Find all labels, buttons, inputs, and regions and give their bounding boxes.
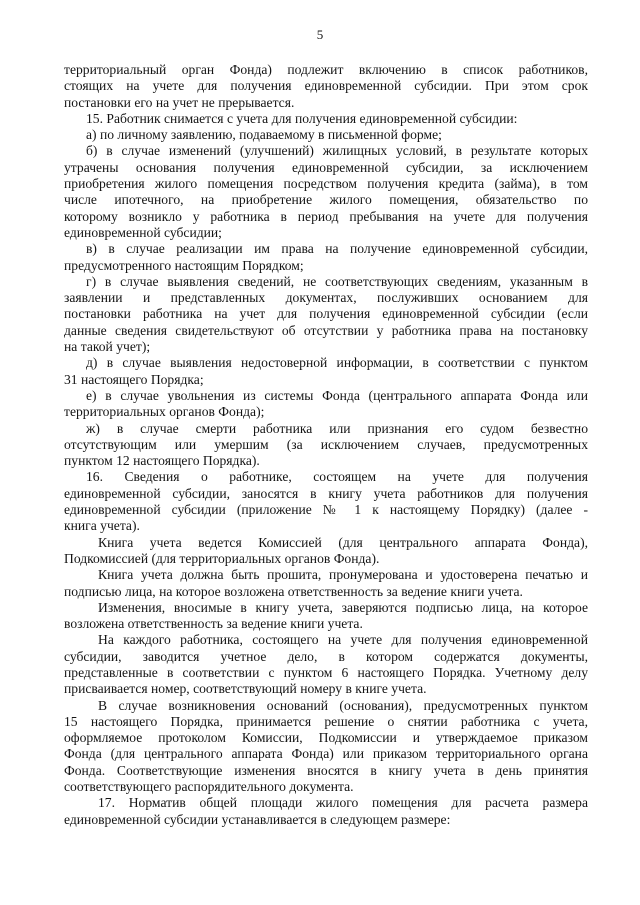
text-line: которому возникло у работника в период пребывания на учете для получения: [64, 208, 588, 224]
text-line: е) в случае увольнения из системы Фонда (центрального аппарата Фонда или: [86, 387, 588, 403]
text-line: постановки работника на учет для получения единовременной субсидии (если: [64, 306, 588, 322]
text-line: В случае возникновения оснований (основания), предусмотренных пунктом: [98, 697, 588, 713]
text-line: заявлении и представленных документах, послуживших основанием для: [64, 290, 588, 306]
text-line: постановки его на учет не прерывается.: [64, 94, 295, 110]
text-line: г) в случае выявления сведений, не соответствующих сведениям, указанным в: [86, 273, 588, 289]
text-line: 31 настоящего Порядка;: [64, 371, 204, 387]
text-line: данные сведения свидетельствуют об отсутствии у работника права на постановку: [64, 322, 588, 338]
text-line: Книга учета ведется Комиссией (для центрального аппарата Фонда),: [98, 534, 588, 550]
text-line: пунктом 12 настоящего Порядка).: [64, 453, 260, 469]
text-line: Подкомиссией (для территориальных органов Фонда).: [64, 550, 380, 566]
text-line: утрачены основания получения единовременной субсидии, за исключением: [64, 159, 588, 175]
text-line: числе ипотечного, на приобретение жилого помещения, обязательство по: [64, 192, 588, 208]
text-line: возложена ответственность за ведение книги учета.: [64, 616, 363, 632]
text-line: На каждого работника, состоящего на учете для получения единовременной: [98, 632, 588, 648]
document-body: [64, 62, 588, 828]
text-line: единовременной субсидии устанавливается в следующем размере:: [64, 811, 451, 827]
text-line: Изменения, вносимые в книгу учета, заверяются подписью лица, на которое: [98, 599, 588, 615]
text-line: предусмотренного настоящим Порядком;: [64, 257, 304, 273]
text-line: отсутствующим или умершим (за исключением случаев, предусмотренных: [64, 436, 588, 452]
text-line: приобретения жилого помещения посредством получения кредита (займа), в том: [64, 176, 588, 192]
text-line: субсидии, заводится учетное дело, в котором содержатся документы,: [64, 648, 588, 664]
text-line: ж) в случае смерти работника или признания его судом безвестно: [86, 420, 588, 436]
text-line: представленные в соответствии с пунктом 6 настоящего Порядка. Учетному делу: [64, 664, 588, 680]
text-line: присваивается номер, соответствующий номеру в книге учета.: [64, 681, 427, 697]
text-line: 15 настоящего Порядка, принимается решение о снятии работника с учета,: [64, 713, 588, 729]
text-line: а) по личному заявлению, подаваемому в письменной форме;: [86, 127, 442, 143]
page-number: 5: [316, 27, 324, 42]
text-line: подписью лица, на которое возложена ответственность за ведение книги учета.: [64, 583, 523, 599]
text-line: стоящих на учете для получения единовременной субсидии. При этом срок: [64, 78, 588, 94]
text-line: единовременной субсидии, заносятся в книгу учета работников для получения: [64, 485, 588, 501]
text-line: единовременной субсидии;: [64, 224, 222, 240]
text-line: Книга учета должна быть прошита, пронумерована и удостоверена печатью и: [98, 567, 588, 583]
text-line: д) в случае выявления недостоверной информации, в соответствии с пунктом: [86, 355, 588, 371]
text-line: территориальных органов Фонда);: [64, 404, 265, 420]
text-line: в) в случае реализации им права на получение единовременной субсидии,: [86, 241, 588, 257]
text-line: территориальный орган Фонда) подлежит включению в список работников,: [64, 62, 588, 77]
text-line: 15. Работник снимается с учета для получения единовременной субсидии:: [86, 110, 518, 126]
text-line: 16. Сведения о работнике, состоящем на учете для получения: [86, 469, 588, 485]
text-line: книга учета).: [64, 518, 140, 534]
text-line: Фонда (для центрального аппарата Фонда) или приказом территориального органа: [64, 746, 588, 762]
text-line: единовременной субсидии (приложение № 1 к настоящему Порядку) (далее -: [64, 502, 588, 518]
text-line: соответствующего распорядительного документа.: [64, 779, 354, 795]
text-line: на такой учет);: [64, 339, 151, 355]
text-line: б) в случае изменений (улучшений) жилищных условий, в результате которых: [86, 143, 588, 159]
text-line: 17. Норматив общей площади жилого помещения для расчета размера: [98, 795, 588, 811]
text-line: Фонда. Соответствующие изменения вносятся в книгу учета в день принятия: [64, 762, 588, 778]
text-line: оформляемое протоколом Комиссии, Подкомиссии и утверждаемое приказом: [64, 730, 588, 746]
